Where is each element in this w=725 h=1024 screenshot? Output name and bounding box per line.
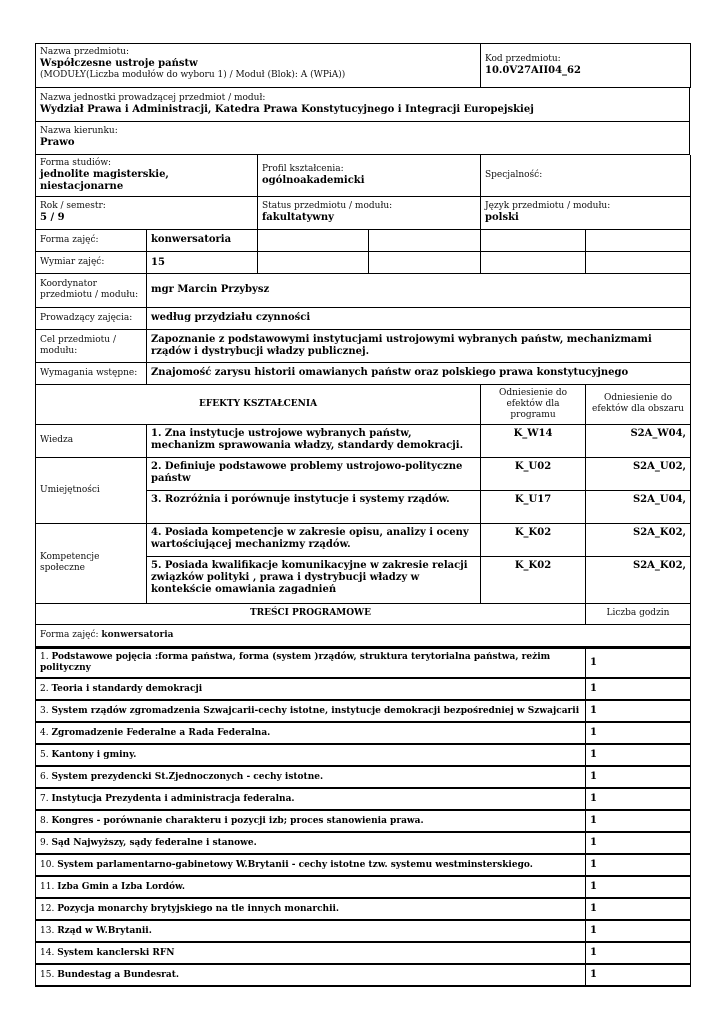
- empty-cell: [258, 230, 369, 252]
- topic-hours: 1: [586, 648, 691, 678]
- topic-row: [36, 876, 691, 898]
- unit-value: Wydział Prawa i Administracji, Katedra Prawa Konstytucyjnego i Integracji Europejskiej: [40, 103, 534, 115]
- topic-row: [36, 832, 691, 854]
- topic-hours: 1: [586, 788, 691, 810]
- topic-hours: 1: [586, 744, 691, 766]
- status-label: Status przedmiotu / modułu:: [262, 201, 393, 211]
- topic-hours: 1: [586, 678, 691, 700]
- program-form-value: konwersatoria: [101, 630, 174, 640]
- coordinator-value: mgr Marcin Przybysz: [147, 274, 691, 307]
- topic-text: System kanclerski RFN: [57, 947, 175, 958]
- goal-label: Cel przedmiotu / modułu:: [36, 329, 147, 362]
- effects-program-header: Odniesienie do efektów dla programu: [481, 385, 586, 425]
- topic-row: [36, 788, 691, 810]
- effects-area-header: Odniesienie do efektów dla obszaru: [586, 385, 691, 425]
- topic-hours: 1: [586, 810, 691, 832]
- topic-cell: [36, 744, 586, 766]
- effect-text: 3. Rozróżnia i porównuje instytucje i systemy rządów.: [147, 490, 481, 523]
- effect-program-ref: K_K02: [481, 523, 586, 556]
- program-title: TREŚCI PROGRAMOWE: [36, 604, 586, 625]
- course-name-cell: [36, 44, 481, 88]
- unit-label: Nazwa jednostki prowadzącej przedmiot / moduł:: [40, 92, 266, 103]
- topic-row: [36, 678, 691, 700]
- topic-cell: [36, 898, 586, 920]
- lecturers-label: Prowadzący zajęcia:: [36, 307, 147, 329]
- topic-row: [36, 920, 691, 942]
- effect-area-ref: S2A_W04,: [586, 424, 691, 457]
- topics-body: [36, 648, 691, 986]
- class-form-value: konwersatoria: [147, 230, 258, 252]
- topic-cell: [36, 810, 586, 832]
- profile-value: ogólnoakademicki: [262, 174, 365, 186]
- topic-row: [36, 722, 691, 744]
- topic-number: 11.: [40, 881, 55, 892]
- course-code-cell: [481, 44, 691, 88]
- topic-text: Pozycja monarchy brytyjskiego na tle innych monarchii.: [57, 903, 340, 914]
- effect-text: 5. Posiada kwalifikacje komunikacyjne w zakresie relacji związków polityki , prawa i dystrybucji władzy w kontekście omawiania zagadnień: [147, 556, 481, 603]
- course-name: Współczesne ustroje państw: [40, 58, 198, 69]
- topic-row: [36, 898, 691, 920]
- topic-row: [36, 942, 691, 964]
- effect-row: [36, 457, 691, 490]
- field-value: Prawo: [40, 137, 75, 148]
- topic-text: Instytucja Prezydenta i administracja federalna.: [51, 793, 295, 804]
- topic-number: 4.: [40, 727, 49, 738]
- course-header-table: [35, 43, 691, 88]
- topic-hours: 1: [586, 854, 691, 876]
- profile-label: Profil kształcenia:: [262, 163, 344, 174]
- topic-cell: [36, 648, 586, 678]
- study-form-cell: [36, 155, 258, 197]
- specialty-label: Specjalność:: [485, 169, 543, 180]
- language-label: Język przedmiotu / modułu:: [485, 201, 611, 211]
- prereq-label: Wymagania wstępne:: [36, 362, 147, 384]
- topic-hours: 1: [586, 876, 691, 898]
- class-hours-value: 15: [147, 252, 258, 274]
- effects-title: EFEKTY KSZTAŁCENIA: [36, 385, 481, 425]
- topic-text: Kongres - porównanie charakteru i pozycji izb; proces stanowienia prawa.: [51, 815, 424, 826]
- unit-cell: [36, 88, 690, 121]
- course-code-label: Kod przedmiotu:: [485, 54, 561, 64]
- empty-cell: [481, 252, 586, 274]
- topic-text: Rząd w W.Brytanii.: [57, 925, 152, 936]
- effect-area-ref: S2A_U02,: [586, 457, 691, 490]
- topic-cell: [36, 964, 586, 986]
- program-form-row: [36, 625, 691, 647]
- effect-text: 2. Definiuje podstawowe problemy ustrojowo-polityczne państw: [147, 457, 481, 490]
- specialty-cell: [481, 155, 691, 197]
- topic-text: Kantony i gminy.: [51, 749, 137, 760]
- field-cell: [36, 121, 690, 154]
- topic-row: [36, 766, 691, 788]
- topic-number: 13.: [40, 925, 55, 936]
- effect-group-label: Kompetencje społeczne: [36, 523, 147, 603]
- topic-hours: 1: [586, 832, 691, 854]
- status-value: fakultatywny: [262, 212, 334, 223]
- topic-row: [36, 648, 691, 678]
- topic-number: 2.: [40, 683, 49, 694]
- topic-text: System parlamentarno-gabinetowy W.Brytanii - cechy istotne tzw. systemu westminsterskiego.: [57, 859, 533, 870]
- coordinator-label: Koordynator przedmiotu / modułu:: [36, 274, 147, 307]
- effects-table: [35, 385, 691, 604]
- topic-number: 1.: [40, 652, 49, 662]
- classes-table: [35, 230, 691, 275]
- language-cell: [481, 196, 691, 229]
- effect-row: [36, 523, 691, 556]
- effect-program-ref: K_U02: [481, 457, 586, 490]
- empty-cell: [258, 252, 369, 274]
- topic-hours: 1: [586, 722, 691, 744]
- effect-row: [36, 424, 691, 457]
- topic-number: 12.: [40, 903, 55, 914]
- empty-cell: [586, 230, 691, 252]
- topic-text: Zgromadzenie Federalne a Rada Federalna.: [51, 727, 271, 738]
- topic-hours: 1: [586, 942, 691, 964]
- effect-group-label: Umiejętności: [36, 457, 147, 523]
- topic-cell: [36, 854, 586, 876]
- topic-hours: 1: [586, 964, 691, 986]
- empty-cell: [586, 252, 691, 274]
- program-hours-header: Liczba godzin: [586, 604, 691, 625]
- topic-text: Sąd Najwyższy, sądy federalne i stanowe.: [51, 837, 257, 848]
- effect-program-ref: K_W14: [481, 424, 586, 457]
- syllabus-form: [35, 43, 690, 987]
- effect-program-ref: K_U17: [481, 490, 586, 523]
- class-form-label: Forma zajęć:: [36, 230, 147, 252]
- topic-text: Izba Gmin a Izba Lordów.: [57, 881, 185, 892]
- empty-cell: [369, 252, 481, 274]
- study-form-value: jednolite magisterskie, niestacjonarne: [40, 168, 169, 192]
- topic-cell: [36, 722, 586, 744]
- unit-table: [35, 88, 690, 155]
- topic-cell: [36, 876, 586, 898]
- effect-program-ref: K_K02: [481, 556, 586, 603]
- topic-hours: 1: [586, 898, 691, 920]
- effect-area-ref: S2A_U04,: [586, 490, 691, 523]
- empty-cell: [369, 230, 481, 252]
- topic-row: [36, 854, 691, 876]
- topic-cell: [36, 832, 586, 854]
- topic-number: 14.: [40, 947, 55, 958]
- effect-area-ref: S2A_K02,: [586, 523, 691, 556]
- effect-text: 1. Zna instytucje ustrojowe wybranych państw, mechanizm sprawowania władzy, standardy demokracji.: [147, 424, 481, 457]
- topic-text: Bundestag a Bundesrat.: [57, 969, 180, 980]
- course-name-label: Nazwa przedmiotu:: [40, 47, 130, 57]
- program-form-label: Forma zajęć:: [40, 630, 99, 640]
- topics-table: [35, 647, 691, 987]
- study-table: [35, 155, 691, 230]
- topic-cell: [36, 678, 586, 700]
- goal-value: Zapoznanie z podstawowymi instytucjami ustrojowymi wybranych państw, mechanizmami rządów i dystrybucji władzy publicznej.: [147, 329, 691, 362]
- topic-cell: [36, 766, 586, 788]
- prereq-value: Znajomość zarysu historii omawianych państw oraz polskiego prawa konstytucyjnego: [147, 362, 691, 384]
- topic-number: 3.: [40, 705, 49, 716]
- field-label: Nazwa kierunku:: [40, 126, 118, 136]
- topic-number: 9.: [40, 837, 49, 848]
- lecturers-value: według przydziału czynności: [147, 307, 691, 329]
- effect-area-ref: S2A_K02,: [586, 556, 691, 603]
- year-label: Rok / semestr:: [40, 201, 106, 211]
- topic-number: 10.: [40, 859, 55, 870]
- topic-number: 8.: [40, 815, 49, 826]
- language-value: polski: [485, 212, 519, 223]
- topic-hours: 1: [586, 920, 691, 942]
- topic-text: Podstawowe pojęcia :forma państwa, forma (system )rządów, struktura terytorialna państwa, reżim polityczny: [40, 652, 551, 673]
- topic-text: System prezydencki St.Zjednoczonych - cechy istotne.: [51, 771, 324, 782]
- topic-row: [36, 810, 691, 832]
- info-table: [35, 274, 691, 385]
- profile-cell: [258, 155, 481, 197]
- topic-row: [36, 700, 691, 722]
- topic-number: 15.: [40, 969, 55, 980]
- program-table: [35, 604, 691, 648]
- class-hours-label: Wymiar zajęć:: [36, 252, 147, 274]
- topic-cell: [36, 700, 586, 722]
- topic-hours: 1: [586, 700, 691, 722]
- effect-text: 4. Posiada kompetencje w zakresie opisu, analizy i oceny wartościującej mechanizmy rządów.: [147, 523, 481, 556]
- topic-number: 6.: [40, 771, 49, 782]
- topic-cell: [36, 788, 586, 810]
- topic-number: 7.: [40, 793, 49, 804]
- year-value: 5 / 9: [40, 212, 65, 223]
- topic-hours: 1: [586, 766, 691, 788]
- module-info: (MODUŁY(Liczba modułów do wyboru 1) / Moduł (Blok): A (WPiA)): [40, 70, 346, 80]
- empty-cell: [481, 230, 586, 252]
- course-code: 10.0V27AII04_62: [485, 65, 581, 76]
- study-form-label: Forma studiów:: [40, 157, 112, 168]
- topic-row: [36, 744, 691, 766]
- topic-text: Teoria i standardy demokracji: [51, 683, 203, 694]
- year-cell: [36, 196, 258, 229]
- topic-number: 5.: [40, 749, 49, 760]
- status-cell: [258, 196, 481, 229]
- effect-group-label: Wiedza: [36, 424, 147, 457]
- topic-cell: [36, 920, 586, 942]
- topic-text: System rządów zgromadzenia Szwajcarii-cechy istotne, instytucje demokracji bezpośredniej w Szwajcarii: [51, 705, 580, 716]
- topic-cell: [36, 942, 586, 964]
- topic-row: [36, 964, 691, 986]
